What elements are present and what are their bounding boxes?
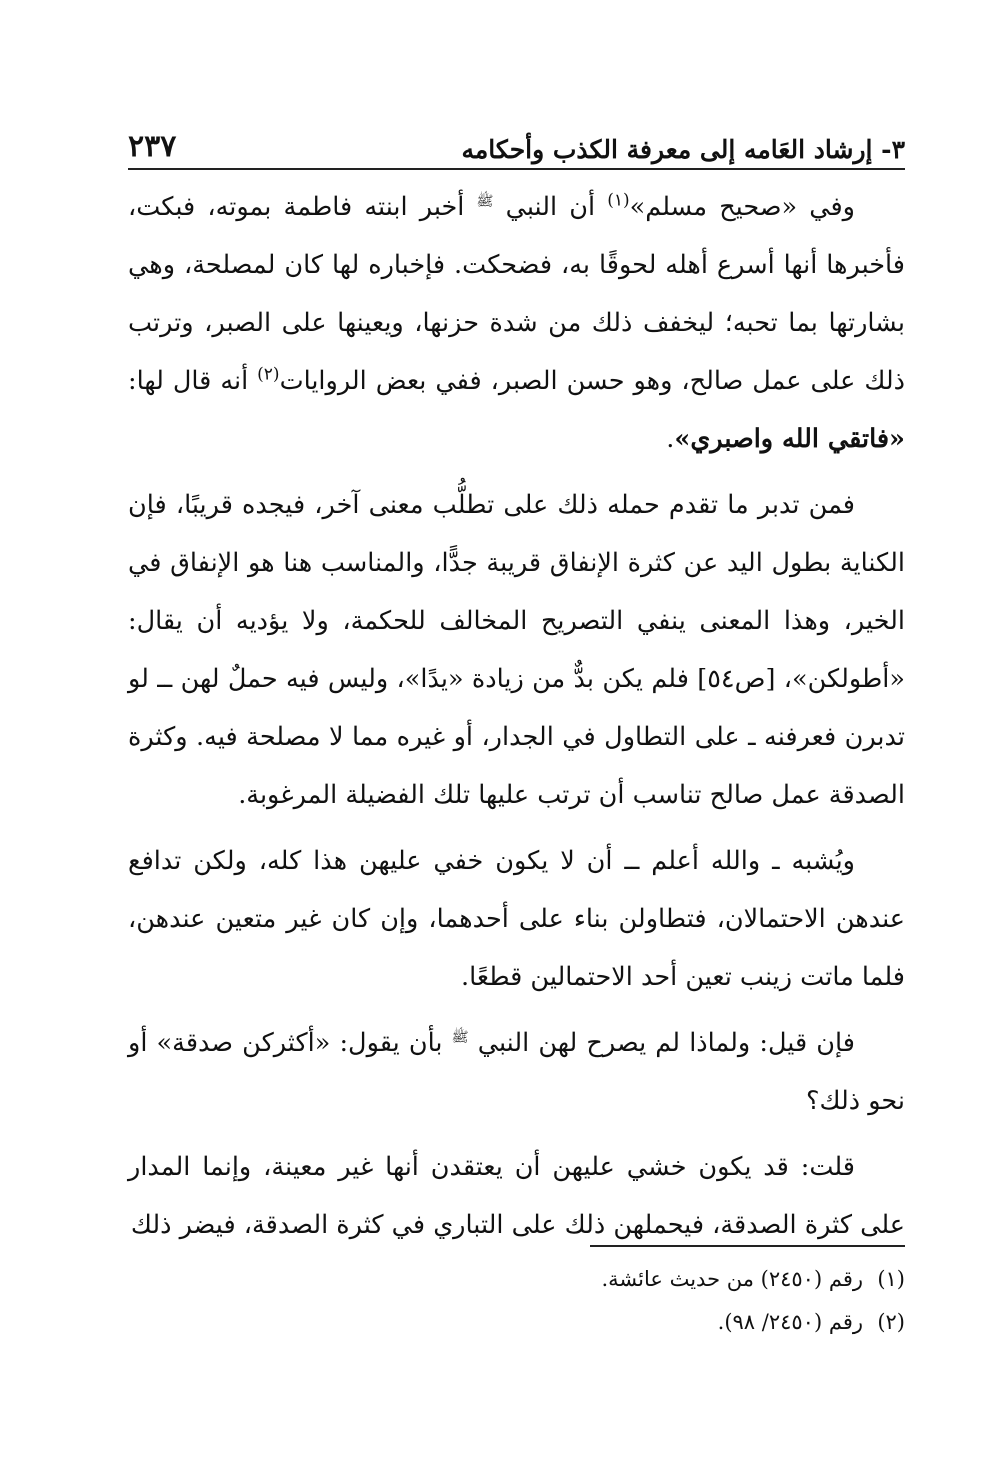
honorific-symbol: ﷺ	[476, 193, 494, 210]
body-text	[128, 178, 905, 1262]
paragraph-text: أن النبي	[493, 192, 608, 222]
paragraph-text: فمن تدبر ما تقدم حمله ذلك على تطلُّب معنى آخر، فيجده قريبًا، فإن الكناية بطول اليد عن كثرة الإنفاق قريبة جدًّا، والمناسب هنا هو الإنفاق في الخير، وهذا المعنى ينفي التصريح المخالف للحكمة، ولا يؤديه أن يقال: «أطولكن»، [ص٥٤] فلم يكن بدٌّ من زيادة «يدًا»، وليس فيه حملٌ لهن ــ لو تدبرن فعرفنه ـ على التطاول في الجدار، أو غيره مما لا مصلحة فيه. وكثرة الصدقة عمل صالح تناسب أن ترتب عليها تلك الفضيلة المرغوبة.	[128, 490, 905, 810]
footnote-2	[300, 1301, 905, 1344]
footnote-number: (٢)	[877, 1310, 905, 1334]
paragraph-5	[128, 1138, 905, 1254]
footnote-number: (١)	[877, 1267, 905, 1291]
paragraph-3	[128, 832, 905, 1006]
paragraph-text: بأن يقول: «أكثركن صدقة» أو نحو ذلك؟	[128, 1028, 905, 1116]
footnote-text: رقم (٢٤٥٠/ ٩٨).	[717, 1310, 863, 1334]
paragraph-text: فإن قيل: ولماذا لم يصرح لهن النبي	[468, 1028, 855, 1058]
running-header	[128, 118, 905, 170]
paragraph-text: ويُشبه ـ والله أعلم ــ أن لا يكون خفي عليهن هذا كله، ولكن تدافع عندهن الاحتمالان، فتطاولن بناء على أحدهما، وإن كان غير متعين عندهن، فلما ماتت زينب تعين أحد الاحتمالين قطعًا.	[128, 846, 905, 992]
paragraph-text: قلت: قد يكون خشي عليهن أن يعتقدن أنها غير معينة، وإنما المدار على كثرة الصدقة، فيحملهن ذلك على التباري في كثرة الصدقة، فيضر ذلك	[128, 1152, 905, 1240]
paragraph-text: وفي «صحيح مسلم»	[629, 192, 855, 222]
footnote-1	[300, 1258, 905, 1301]
honorific-symbol: ﷺ	[451, 1029, 469, 1046]
paragraph-text: أخبر ابنته فاطمة بموته، فبكت، فأخبرها أنها أسرع أهله لحوقًا به، فضحكت. فإخباره لها كان لمصلحة، وهي بشارتها بما تحبه؛ ليخفف ذلك من شدة حزنها، ويعينها على الصبر، وترتب ذلك على عمل صالح، وهو حسن الصبر، ففي بعض الروايات	[128, 192, 905, 396]
footnote-ref-2: (٢)	[257, 364, 280, 385]
paragraph-text: .	[666, 424, 675, 454]
footnote-ref-1: (١)	[607, 190, 630, 211]
paragraph-4	[128, 1014, 905, 1130]
footnote-text: رقم (٢٤٥٠) من حديث عائشة.	[601, 1267, 863, 1291]
paragraph-2	[128, 476, 905, 824]
header-title: ٣- إرشاد العَامه إلى معرفة الكذب وأحكامه	[461, 135, 905, 164]
paragraph-text: أنه قال لها:	[128, 366, 258, 396]
paragraph-1	[128, 178, 905, 468]
footnotes	[300, 1258, 905, 1344]
hadith-quote: «فاتقي الله واصبري»	[674, 424, 905, 454]
page-number: ٢٣٧	[128, 129, 177, 164]
footnote-separator	[590, 1245, 905, 1247]
